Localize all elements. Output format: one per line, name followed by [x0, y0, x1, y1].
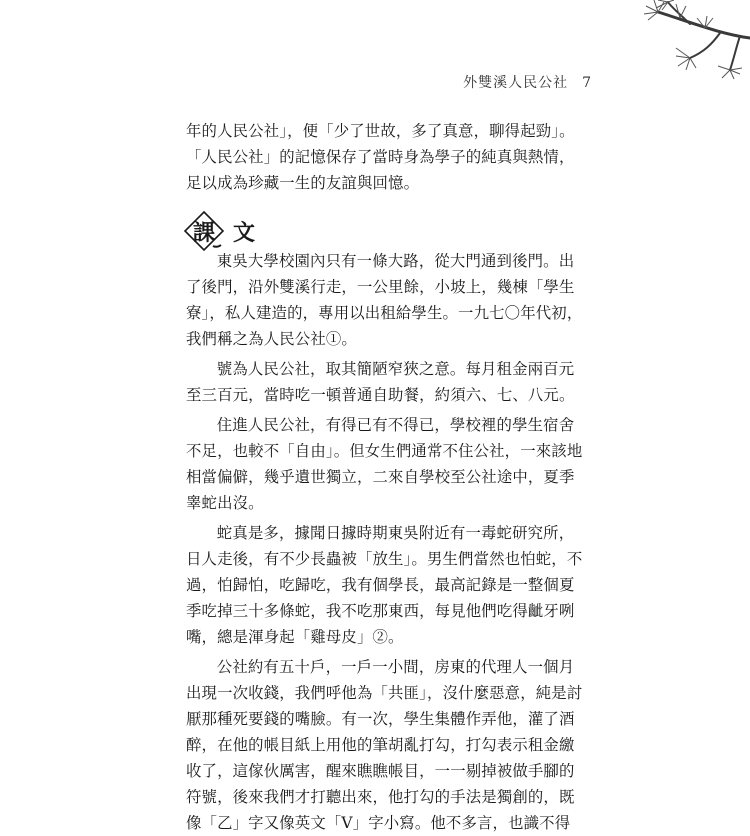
running-header — [463, 72, 592, 92]
paragraph-1: 東吳大學校園內只有一條大路，從大門通到後門。出了後門，沿外雙溪行走，一公里餘，小坡上，幾棟「學生寮」，私人建造的，專用以出租給學生。一九七〇年代初，我們稱之為人民公社①。 — [186, 252, 583, 348]
section-title: 文 — [233, 219, 256, 246]
pine-branch-illustration — [540, 0, 750, 80]
paragraph-5: 公社約有五十戶，一戶一小間，房東的代理人一個月出現一次收錢，我們呼他為「共匪」，沒什麼惡意，純是討厭那種死要錢的嘴臉。有一次，學生集體作弄他，灌了酒醉，在他的帳目紙上用他的筆胡亂打勾，打勾表示租金繳收了，這傢伙厲害，醒來瞧瞧帳目，一一剔掉被做手腳的符號，後來我們才打聽出來，他打勾的手法是獨創的，既像「乙」字又像英文「V」字小寫。他不多言，也識不得 — [186, 658, 583, 832]
lesson-badge — [183, 210, 225, 252]
intro-paragraph — [186, 118, 588, 196]
chapter-title: 外雙溪人民公社 — [463, 75, 569, 91]
paragraph-2: 號為人民公社，取其簡陋窄狹之意。每月租金兩百元至三百元，當時吃一頓普通自助餐，約須六、七、八元。 — [186, 360, 575, 404]
lesson-badge-char: 課 — [192, 219, 215, 246]
intro-text: 年的人民公社」，便「少了世故，多了真意，聊得起勁」。「人民公社」的記憶保存了當時身為學子的純真與熱情，足以成為珍藏一生的友誼與回憶。 — [186, 122, 575, 192]
paragraph-4: 蛇真是多，據聞日據時期東吳附近有一毒蛇研究所，日人走後，有不少長蟲被「放生」。男生們當然也怕蛇，不過，怕歸怕，吃歸吃，我有個學長，最高記錄是一整個夏季吃掉三十多條蛇，我不吃那東西，每見他們吃得齜牙咧嘴，總是渾身起「雞母皮」②。 — [186, 524, 583, 646]
section-heading — [183, 210, 255, 252]
page-number: 7 — [582, 75, 592, 91]
paragraph-3: 住進人民公社，有得已有不得已，學校裡的學生宿舍不足，也較不「自由」。但女生們通常不住公社，一來該地相當偏僻，幾乎遺世獨立，二來自學校至公社途中，夏季睾蛇出沒。 — [186, 416, 583, 512]
lesson-body — [186, 248, 588, 836]
